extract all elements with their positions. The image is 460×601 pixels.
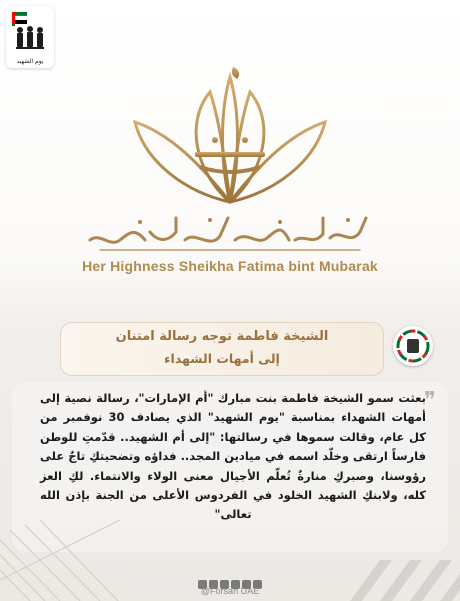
message-text: بعثت سمو الشيخة فاطمة بنت مبارك "أم الإمارات"، رسالة نصية إلى أمهات الشهداء بمناسبة "يوم الشهيد" الذي يصادف 30 نوفمبر من كل عام، وقالت سموها في رسالتها: "إلى أم الشهيد.. قدّمتِ للوطن فارساً ارتقى وخلّد اسمه في ميادين المجد.. فداؤه وتضحيتكِ تاجٌ على رؤوسنا، وصبركِ منارةٌ تُعلّم الأجيال معنى الولاء والانتماء. لكِ العز كله، ولابنكِ الشهيد الخلود في الفردوس الأعلى من الجنة بإذن الله تعالى" (40, 391, 427, 522)
english-name: Her Highness Sheikha Fatima bint Mubarak (82, 258, 378, 274)
martyrs-emblem-icon (393, 326, 433, 366)
headline-line-2: إلى أمهات الشهداء (164, 351, 280, 366)
quote-mark-icon: ❞ (424, 388, 436, 413)
martyrs-day-badge (6, 6, 54, 68)
headline-box (60, 322, 384, 376)
headline-line-1: الشيخة فاطمة توجه رسالة امتنان (115, 329, 329, 344)
lotus-logo-icon (125, 62, 335, 212)
arabic-name-calligraphy (80, 210, 380, 258)
soldiers-flag-icon (10, 10, 50, 56)
badge-label: يوم الشهيد (16, 58, 44, 65)
account-handle[interactable]: @Forsan UAE (200, 586, 260, 596)
